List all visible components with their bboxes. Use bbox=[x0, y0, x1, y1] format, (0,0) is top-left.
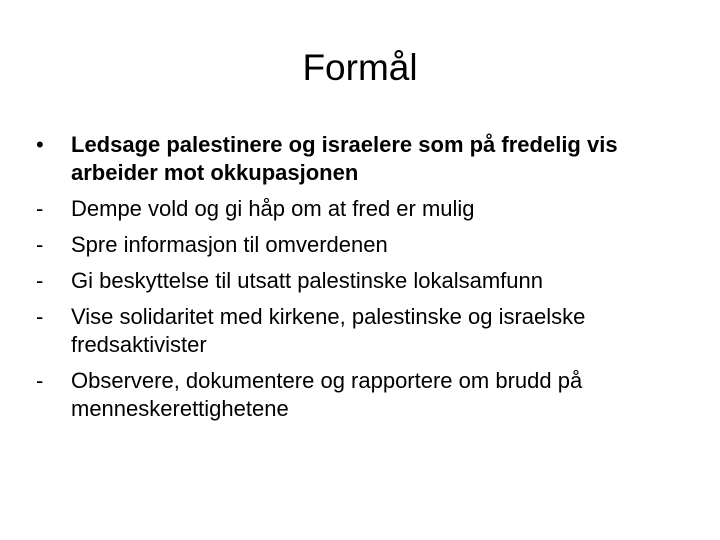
bullet-list bbox=[36, 131, 686, 431]
bullet-text: Vise solidaritet med kirkene, palestinske og israelske fredsaktivister bbox=[71, 304, 586, 357]
bullet-item bbox=[36, 367, 686, 423]
bullet-marker: - bbox=[36, 368, 44, 393]
bullet-item bbox=[36, 303, 686, 359]
bullet-text: Dempe vold og gi håp om at fred er mulig bbox=[71, 196, 475, 221]
bullet-item bbox=[36, 195, 686, 223]
bullet-marker: • bbox=[36, 132, 44, 157]
bullet-item bbox=[36, 231, 686, 259]
bullet-text: Gi beskyttelse til utsatt palestinske lokalsamfunn bbox=[71, 268, 544, 293]
bullet-marker: - bbox=[36, 232, 44, 257]
bullet-text: Ledsage palestinere og israelere som på fredelig vis arbeider mot okkupasjonen bbox=[71, 132, 618, 185]
bullet-marker: - bbox=[36, 196, 44, 221]
bullet-text: Observere, dokumentere og rapportere om brudd på menneskerettighetene bbox=[71, 368, 583, 421]
bullet-item bbox=[36, 131, 686, 187]
bullet-text: Spre informasjon til omverdenen bbox=[71, 232, 388, 257]
bullet-marker: - bbox=[36, 304, 44, 329]
bullet-marker: - bbox=[36, 268, 44, 293]
bullet-item bbox=[36, 267, 686, 295]
slide-title: Formål bbox=[302, 47, 418, 88]
